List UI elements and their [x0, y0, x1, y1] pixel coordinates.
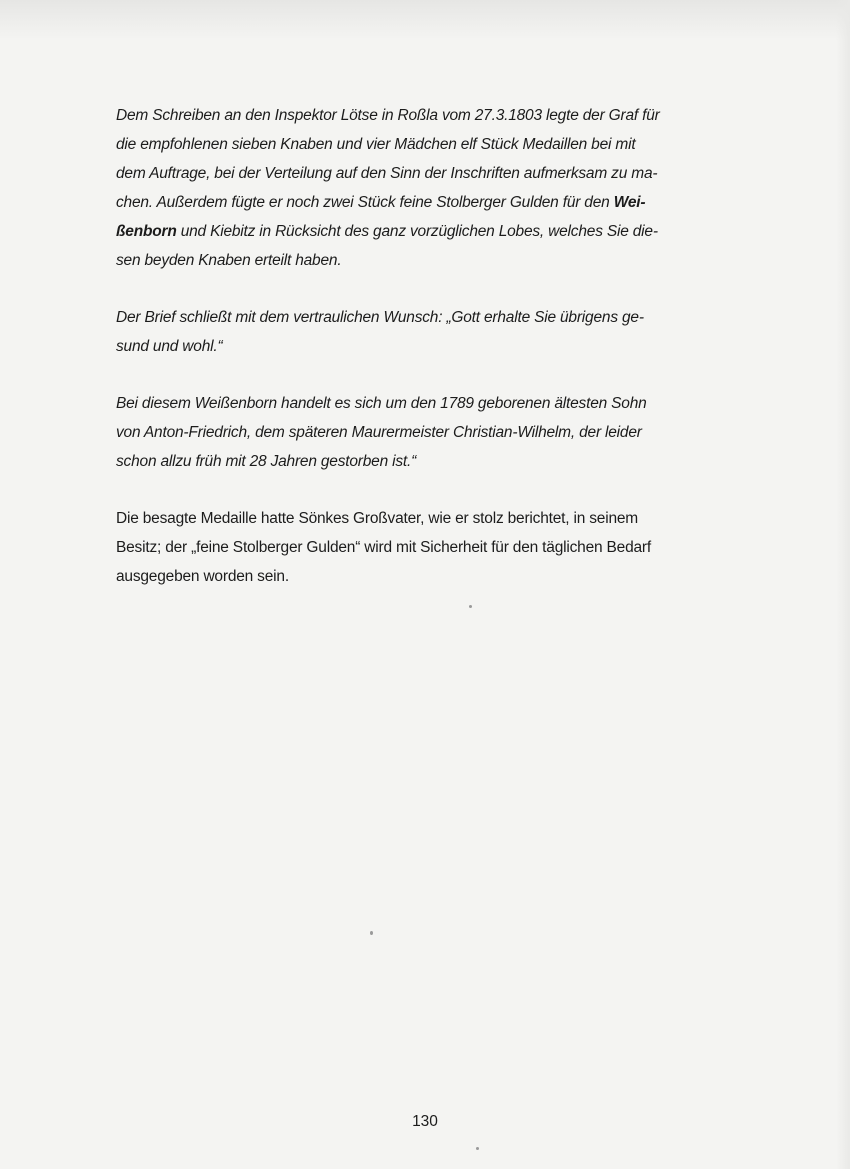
text-line — [116, 188, 722, 217]
text-line: sund und wohl.“ — [116, 338, 223, 355]
paragraph-spacer — [116, 361, 722, 389]
text-line: sen beyden Knaben erteilt haben. — [116, 252, 342, 269]
text-line — [116, 217, 722, 246]
scan-shadow-right — [836, 0, 850, 1169]
paragraph-spacer — [116, 476, 722, 504]
scan-speck — [476, 1147, 479, 1150]
text-line: dem Auftrage, bei der Verteilung auf den Sinn der Inschriften aufmerksam zu ma- — [116, 165, 658, 182]
text-line: ausgegeben worden sein. — [116, 568, 289, 585]
scan-shadow-top — [0, 0, 850, 40]
bold-name-weissenborn-part2: ßenborn — [116, 223, 177, 240]
scan-speck — [370, 931, 373, 935]
paragraph-medal-ownership — [116, 504, 722, 591]
text-line: Der Brief schließt mit dem vertraulichen Wunsch: „Gott erhalte Sie übrigens ge- — [116, 309, 644, 326]
paragraph-weissenborn-note — [116, 389, 722, 476]
text-line: Bei diesem Weißenborn handelt es sich um den 1789 geborenen ältesten Sohn — [116, 395, 647, 412]
text-line: Die besagte Medaille hatte Sönkes Großvater, wie er stolz berichtet, in seinem — [116, 510, 638, 527]
bold-name-weissenborn-part1: Wei- — [613, 194, 646, 211]
text-line: schon allzu früh mit 28 Jahren gestorben ist.“ — [116, 453, 417, 470]
text-segment: und Kiebitz in Rücksicht des ganz vorzüglichen Lobes, welches Sie die- — [176, 223, 658, 240]
paragraph-letter-to-inspector — [116, 101, 722, 275]
scan-speck — [469, 605, 472, 608]
document-body — [116, 101, 722, 591]
paragraph-letter-closing — [116, 303, 722, 361]
text-segment: chen. Außerdem fügte er noch zwei Stück feine Stolberger Gulden für den — [116, 194, 614, 211]
text-line: Dem Schreiben an den Inspektor Lötse in Roßla vom 27.3.1803 legte der Graf für — [116, 107, 660, 124]
paragraph-spacer — [116, 275, 722, 303]
page-number: 130 — [412, 1113, 438, 1130]
text-line: von Anton-Friedrich, dem späteren Maurermeister Christian-Wilhelm, der leider — [116, 424, 642, 441]
text-line: die empfohlenen sieben Knaben und vier Mädchen elf Stück Medaillen bei mit — [116, 136, 636, 153]
text-line: Besitz; der „feine Stolberger Gulden“ wird mit Sicherheit für den täglichen Bedarf — [116, 539, 651, 556]
